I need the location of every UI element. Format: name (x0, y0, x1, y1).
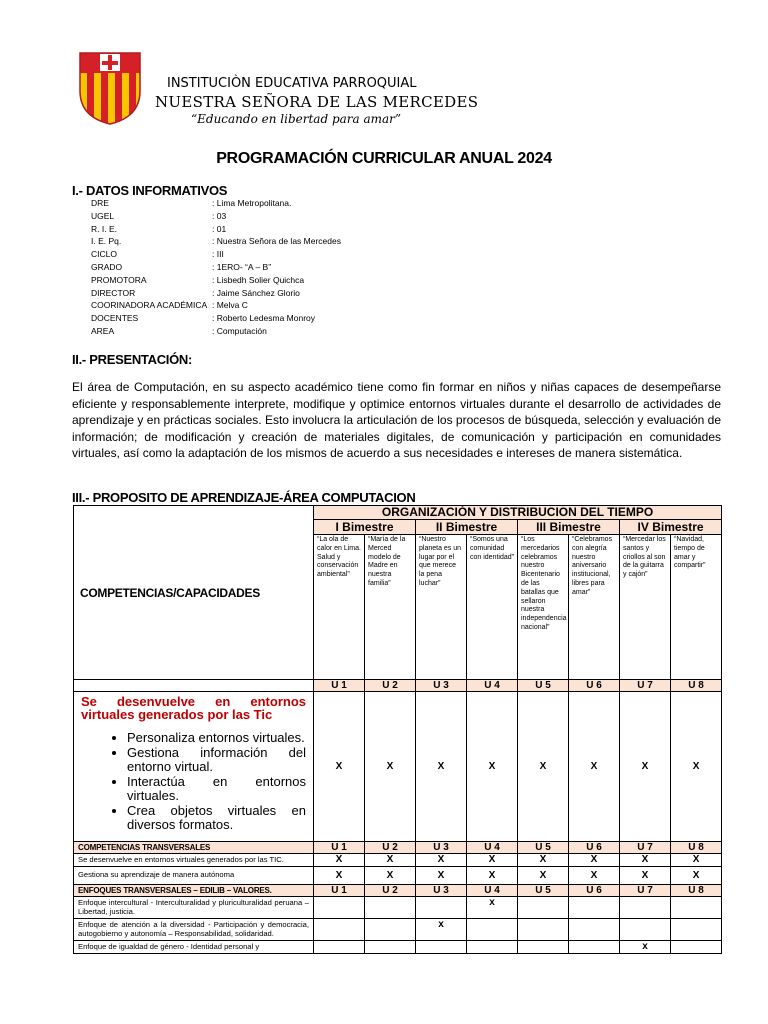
competence-title: Se desenvuelve en entornos (81, 694, 306, 709)
info-label: GRADO (91, 261, 123, 272)
info-row (91, 261, 341, 274)
enfoque-mark (671, 940, 722, 953)
unit-label: U 5 (518, 680, 569, 692)
info-value: : Computación (212, 325, 267, 336)
unit-label: U 1 (314, 680, 365, 692)
enfoque-mark (314, 918, 365, 940)
unit-label: U 7 (620, 842, 671, 854)
info-value: : Nuestra Señora de las Mercedes (212, 236, 341, 247)
enfoque-mark: x (416, 918, 467, 940)
enfoque-mark (314, 896, 365, 918)
info-value: : Jaime Sánchez Glorio (212, 287, 300, 298)
enfoque-mark (365, 918, 416, 940)
capacity-item: • Personaliza entornos virtuales. (127, 731, 306, 746)
transversal-mark: X (620, 854, 671, 867)
unit-label: U 5 (518, 884, 569, 896)
info-row (91, 312, 341, 325)
enfoque-mark (620, 896, 671, 918)
competence-mark: X (314, 692, 365, 842)
unit-title: “Navidad, tiempo de amar y compartir” (671, 535, 722, 680)
info-label: DRE (91, 198, 109, 208)
info-value: : 03 (212, 210, 227, 221)
unit-label: U 2 (365, 842, 416, 854)
unit-title: “La ola de calor en Lima. Salud y conservación ambiental” (314, 535, 365, 680)
competence-cell (74, 692, 314, 842)
info-label: DOCENTES (91, 313, 139, 324)
unit-label: U 3 (416, 680, 467, 692)
curricular-table-wrapper (73, 505, 721, 954)
info-label: PROMOTORA (91, 274, 147, 285)
info-label: AREA (91, 325, 115, 336)
bimestre-1-header: I Bimestre (314, 520, 416, 535)
capacities-list (81, 731, 306, 833)
unit-label: U 8 (671, 842, 722, 854)
transversal-mark: X (518, 854, 569, 867)
info-value: : III (212, 249, 224, 260)
unit-title: “Mercedar los santos y criollos al son de la guitarra y cajón” (620, 535, 671, 680)
competence-mark: X (416, 692, 467, 842)
curricular-table (73, 505, 722, 954)
capacity-item: • Gestiona información del entorno virtual. (127, 746, 306, 775)
info-value: : Lima Metropolitana. (212, 198, 292, 208)
unit-label: U 2 (365, 680, 416, 692)
transversal-mark: X (518, 866, 569, 884)
info-row (91, 299, 341, 312)
enfoque-mark (518, 940, 569, 953)
info-value: : Lisbedh Solier Quichca (212, 274, 305, 285)
enfoque-mark (467, 918, 518, 940)
transversal-mark: X (620, 866, 671, 884)
unit-label: U 1 (314, 884, 365, 896)
info-value: : Melva C (212, 300, 248, 311)
unit-label: U 4 (467, 842, 518, 854)
info-row (91, 325, 341, 338)
info-label: COORINADORA ACADÉMICA (91, 300, 208, 311)
enfoque-mark: x (467, 896, 518, 918)
info-row (91, 197, 341, 210)
transversal-mark: X (314, 854, 365, 867)
transversal-mark: X (569, 866, 620, 884)
competence-mark: X (620, 692, 671, 842)
info-row (91, 274, 341, 287)
enfoques-header: ENFOQUES TRANSVERSALES – EDILIB – VALORES. (74, 884, 314, 896)
competence-mark: X (671, 692, 722, 842)
competence-mark: X (518, 692, 569, 842)
enfoque-mark (569, 940, 620, 953)
enfoque-row-label: Enfoque de atención a la diversidad - Participación y democracia, autogobierno y autonomía – Responsabilidad, solidaridad. (74, 918, 314, 940)
info-label: DIRECTOR (91, 287, 136, 298)
enfoque-mark (416, 896, 467, 918)
school-crest-logo (78, 51, 142, 125)
bimestre-2-header: II Bimestre (416, 520, 518, 535)
info-label: CICLO (91, 249, 117, 260)
unit-label: U 8 (671, 884, 722, 896)
info-value: : 1ERO- “A – B” (212, 261, 272, 272)
institution-type: INSTITUCIÒN EDUCATIVA PARROQUIAL (167, 76, 417, 91)
unit-label: U 2 (365, 884, 416, 896)
capacity-item: • Crea objetos virtuales en diversos formatos. (127, 804, 306, 833)
presentacion-paragraph: El área de Computación, en su aspecto académico tiene como fin formar en niños y niñas capaces de desempeñarse eficiente y responsablemente interprete, modifique y optimice entornos virtuales durante el desarrollo de actividades de aprendizaje y en prácticas sociales. Esto involucra la articulación de los procesos de búsqueda, selección y evaluación de información; de modificación y creación de materiales digitales, de comunicación y participación en comunidades virtuales, así como la adaptación de los mismos de acuerdo a sus necesidades e intereses de manera sistemática. (72, 380, 721, 461)
unit-label: U 4 (467, 680, 518, 692)
unit-label: U 6 (569, 884, 620, 896)
unit-title: “Los mercedarios celebramos nuestro Bicentenario de las batallas que sellaron nuestra independencia nacional” (518, 535, 569, 680)
info-value: : 01 (212, 223, 227, 234)
section-proposito-title: III.- PROPOSITO DE APRENDIZAJE-ÁREA COMPUTACION (72, 490, 416, 505)
unit-label: U 4 (467, 884, 518, 896)
unit-title: “Nuestro planeta es un lugar por el que merece la pena luchar” (416, 535, 467, 680)
enfoque-mark: x (620, 940, 671, 953)
units-row-spacer (74, 680, 314, 692)
bimestre-4-header: IV Bimestre (620, 520, 722, 535)
info-label: UGEL (91, 210, 115, 221)
enfoque-mark (569, 896, 620, 918)
transversal-row-label: Gestiona su aprendizaje de manera autónoma (74, 866, 314, 884)
section-presentacion-title: II.- PRESENTACIÓN: (72, 352, 193, 367)
unit-label: U 6 (569, 680, 620, 692)
competence-mark: X (569, 692, 620, 842)
enfoque-mark (671, 918, 722, 940)
transversal-mark: X (365, 854, 416, 867)
enfoque-row-label: Enfoque de igualdad de género - Identidad personal y (74, 940, 314, 953)
transversal-mark: X (467, 866, 518, 884)
document-title: PROGRAMACIÓN CURRICULAR ANUAL 2024 (216, 150, 552, 167)
enfoque-mark (314, 940, 365, 953)
transversal-mark: X (416, 866, 467, 884)
enfoque-mark (518, 918, 569, 940)
unit-label: U 7 (620, 680, 671, 692)
unit-label: U 3 (416, 884, 467, 896)
transversal-mark: X (314, 866, 365, 884)
enfoque-row-label: Enfoque intercultural - Interculturalidad y pluriculturalidad peruana – Libertad, justicia. (74, 896, 314, 918)
transversal-mark: X (671, 854, 722, 867)
info-row (91, 223, 341, 236)
info-row (91, 287, 341, 300)
enfoque-mark (671, 896, 722, 918)
unit-title: “María de la Merced modelo de Madre en nuestra familia” (365, 535, 416, 680)
info-value: : Roberto Ledesma Monroy (212, 313, 315, 324)
enfoque-mark (365, 896, 416, 918)
unit-title: “Somos una comunidad con identidad” (467, 535, 518, 680)
unit-label: U 8 (671, 680, 722, 692)
unit-label: U 5 (518, 842, 569, 854)
info-label: I. E. Pq. (91, 236, 122, 247)
transversal-row-label: Se desenvuelve en entornos virtuales generados por las TIC. (74, 854, 314, 867)
transversales-header: COMPETENCIAS TRANSVERSALES (74, 842, 314, 854)
capacity-item: • Interactúa en entornos virtuales. (127, 775, 306, 804)
unit-label: U 1 (314, 842, 365, 854)
transversal-mark: X (467, 854, 518, 867)
bimestre-3-header: III Bimestre (518, 520, 620, 535)
enfoque-mark (569, 918, 620, 940)
competencias-header: COMPETENCIAS/CAPACIDADES (74, 506, 314, 680)
unit-label: U 3 (416, 842, 467, 854)
enfoque-mark (365, 940, 416, 953)
info-row (91, 248, 341, 261)
enfoque-mark (467, 940, 518, 953)
transversal-mark: X (569, 854, 620, 867)
info-label: R. I. E. (91, 223, 117, 234)
info-row (91, 235, 341, 248)
unit-title: “Celebramos con alegría nuestro aniversario institucional, libres para amar” (569, 535, 620, 680)
enfoque-mark (518, 896, 569, 918)
enfoque-mark (416, 940, 467, 953)
unit-label: U 6 (569, 842, 620, 854)
competence-mark: X (365, 692, 416, 842)
transversal-mark: X (671, 866, 722, 884)
unit-label: U 7 (620, 884, 671, 896)
info-row (91, 210, 341, 223)
datos-informativos-list (91, 197, 341, 338)
institution-name: NUESTRA SEÑORA DE LAS MERCEDES (155, 93, 479, 111)
institution-motto: “Educando en libertad para amar” (191, 112, 402, 126)
transversal-mark: X (365, 866, 416, 884)
competence-mark: X (467, 692, 518, 842)
enfoque-mark (620, 918, 671, 940)
section-datos-informativos-title: I.- DATOS INFORMATIVOS (72, 183, 228, 198)
competence-title-continued: virtuales generados por las Tic (81, 707, 273, 722)
organizacion-header: ORGANIZACIÓN Y DISTRIBUCION DEL TIEMPO (314, 506, 722, 520)
transversal-mark: X (416, 854, 467, 867)
